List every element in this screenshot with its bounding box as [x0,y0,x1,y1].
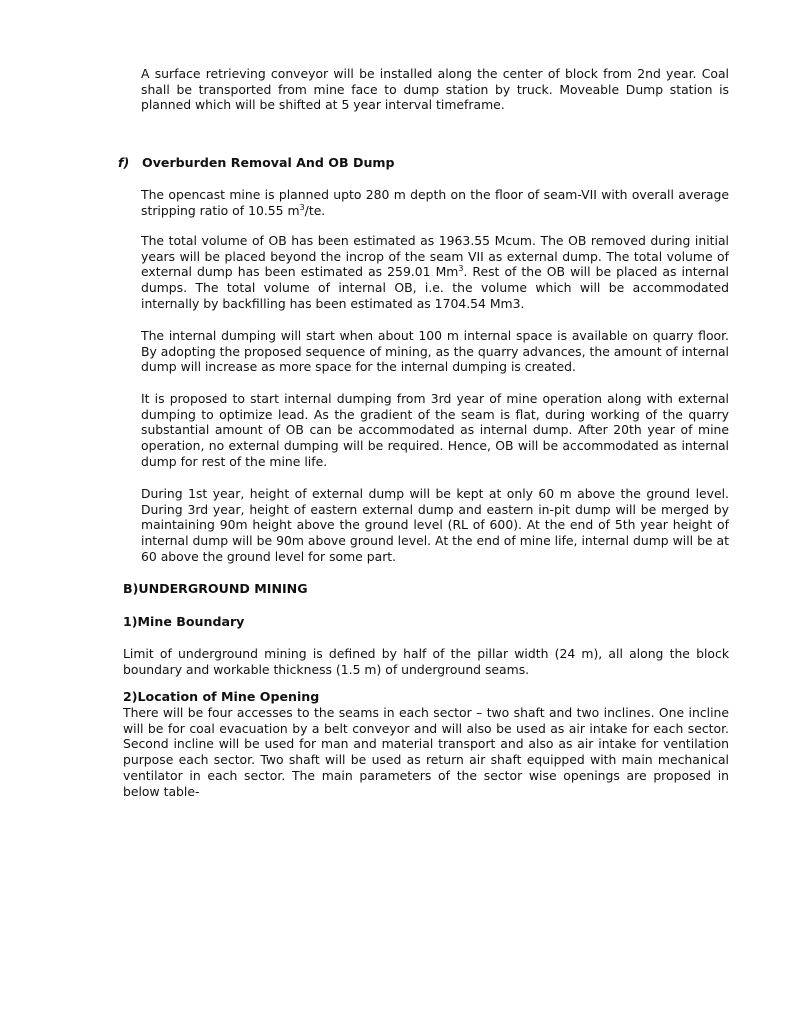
section-f-marker: f) [118,155,130,170]
section-f-heading [118,155,395,171]
dump-height-paragraph: During 1st year, height of external dump will be kept at only 60 m above the ground level. During 3rd year, height of eastern external dump and eastern in-pit dump will be merged by maintaining 90m height above the ground level (RL of 600). At the end of 5th year height of internal dump will be 90m above ground level. At the end of mine life, internal dump will be at 60 above the ground level for some part. [141,486,729,564]
p1-superscript: 3 [299,202,305,212]
p2-text-after: . Rest of the OB will be placed as internal dumps. The total volume of internal OB, i.e. the volume which will be accommodated internally by backfilling has been estimated as 1704.54 Mm3. [141,264,729,311]
ob-volume-paragraph [141,233,729,312]
mine-opening-heading: 2)Location of Mine Opening [123,689,320,704]
p1-text-before: The opencast mine is planned upto 280 m depth on the floor of seam-VII with overall average stripping ratio of 10.55 m [141,187,729,218]
conveyor-paragraph: A surface retrieving conveyor will be installed along the center of block from 2nd year. Coal shall be transported from mine face to dump station by truck. Moveable Dump station is planned which will be shifted at 5 year interval timeframe. [141,66,729,113]
dumping-schedule-paragraph: It is proposed to start internal dumping from 3rd year of mine operation along with external dumping to optimize lead. As the gradient of the seam is flat, during working of the quarry substantial amount of OB can be accommodated as internal dump. After 20th year of mine operation, no external dumping will be required. Hence, OB will be accommodated as internal dump for rest of the mine life. [141,391,729,469]
p2-text-before: The total volume of OB has been estimated as 1963.55 Mcum. The OB removed during initial years will be placed beyond the incrop of the seam VII as external dump. The total volume of external dump has been estimated as 259.01 Mm [141,233,729,280]
mine-boundary-paragraph: Limit of underground mining is defined by half of the pillar width (24 m), all along the block boundary and workable thickness (1.5 m) of underground seams. [123,646,729,677]
underground-mining-heading: B)UNDERGROUND MINING [123,581,308,596]
internal-dumping-paragraph: The internal dumping will start when about 100 m internal space is available on quarry floor. By adopting the proposed sequence of mining, as the quarry advances, the amount of internal dump will increase as more space for the internal dumping is created. [141,328,729,375]
p1-text-after: /te. [304,202,326,218]
stripping-ratio-paragraph [141,187,729,218]
mine-boundary-heading: 1)Mine Boundary [123,614,245,629]
mine-opening-paragraph: There will be four accesses to the seams in each sector – two shaft and two inclines. One incline will be for coal evacuation by a belt conveyor and will also be used as air intake for each sector. Second incline will be used for man and material transport and also as air intake for ventilation purpose each sector. Two shaft will be used as return air shaft equipped with main mechanical ventilator in each sector. The main parameters of the sector wise openings are proposed in below table- [123,705,729,799]
section-f-title: Overburden Removal And OB Dump [142,155,395,170]
p2-superscript: 3 [458,264,464,274]
